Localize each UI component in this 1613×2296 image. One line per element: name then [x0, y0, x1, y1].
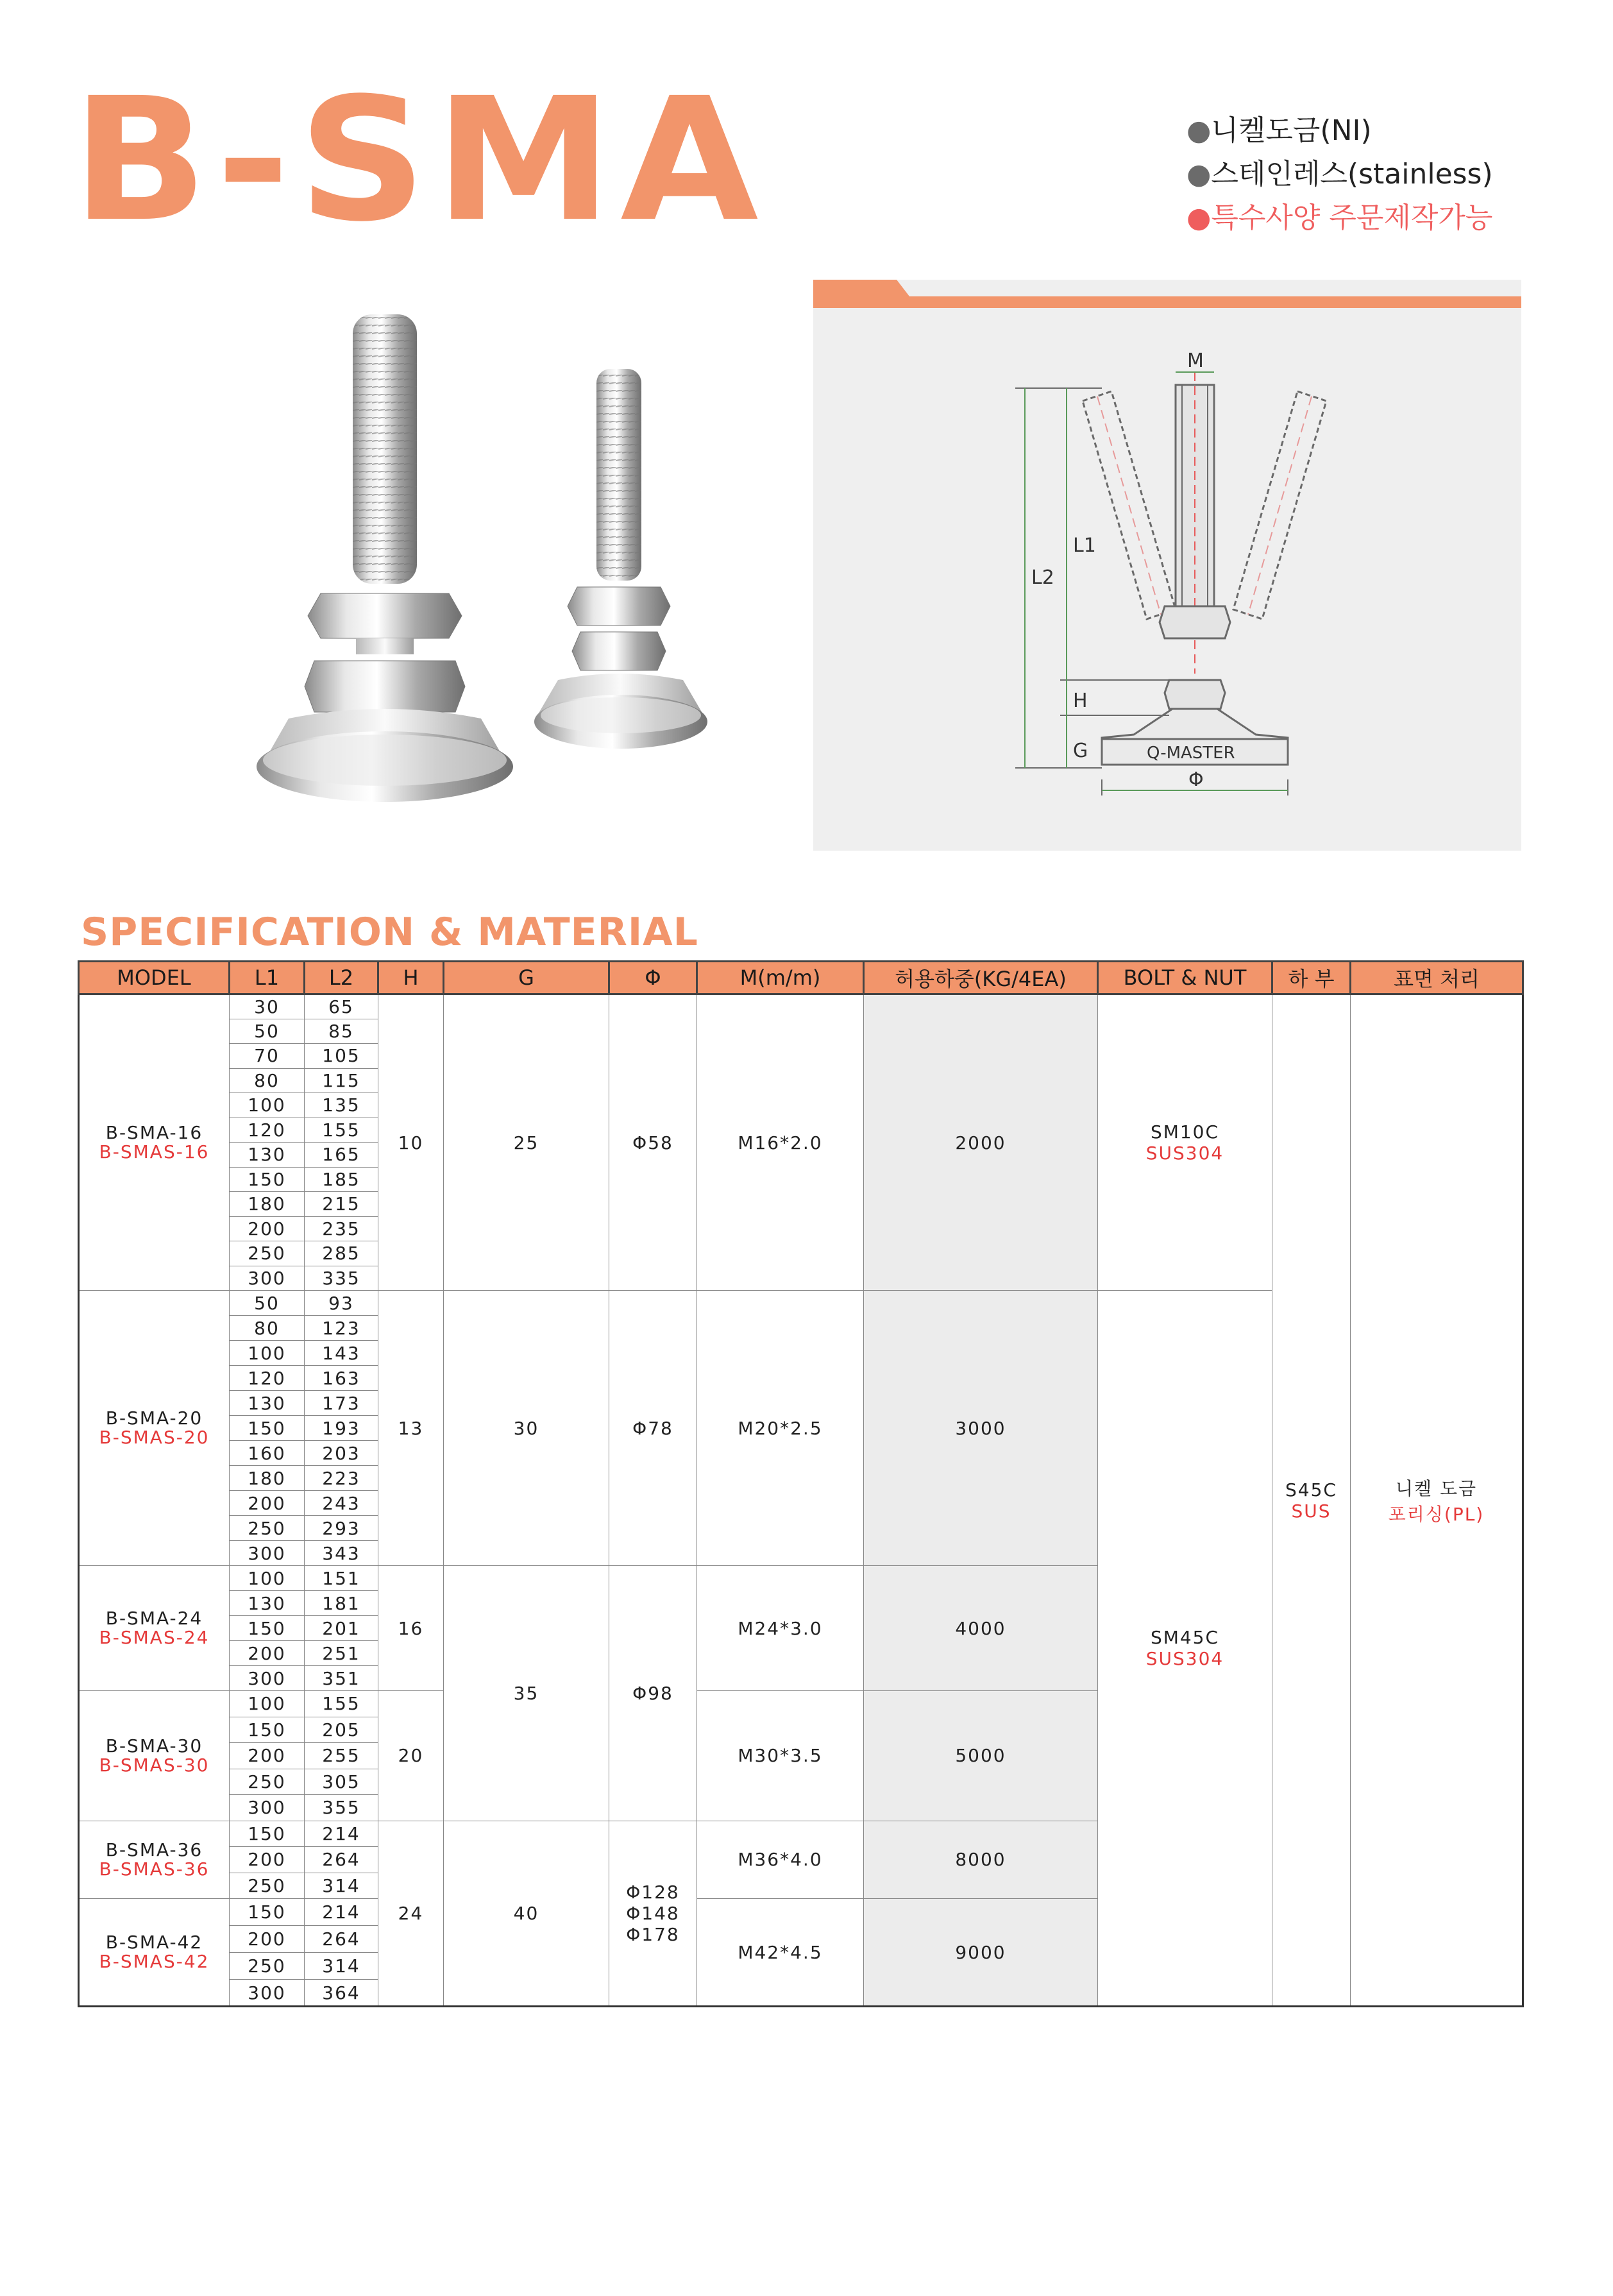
- diagram-label-m: M: [1187, 350, 1204, 372]
- l1-cell: 80: [230, 1068, 305, 1093]
- h-cell: 10: [378, 994, 444, 1291]
- base-cell-stainless: SUS: [1291, 1500, 1331, 1522]
- l2-cell: 214: [305, 1899, 378, 1926]
- header-phi: Φ: [609, 962, 697, 994]
- l2-cell: 314: [305, 1873, 378, 1899]
- l1-cell: 100: [230, 1341, 305, 1366]
- l2-cell: 293: [305, 1516, 378, 1541]
- l2-cell: 173: [305, 1391, 378, 1416]
- model-cell-primary: B-SMA-42: [105, 1932, 203, 1953]
- l2-cell: 155: [305, 1691, 378, 1717]
- l2-cell: 305: [305, 1769, 378, 1795]
- model-cell: [79, 994, 230, 1291]
- bolt-nut-cell-stainless: SUS304: [1145, 1143, 1224, 1164]
- model-cell-primary: B-SMA-16: [105, 1122, 203, 1143]
- load-cell: 9000: [864, 1899, 1098, 2007]
- bolt-nut-cell-primary: SM10C: [1150, 1121, 1220, 1143]
- page-title: B-SMA: [72, 62, 767, 259]
- load-cell: 4000: [864, 1566, 1098, 1691]
- model-cell: [79, 1291, 230, 1566]
- l2-cell: 163: [305, 1366, 378, 1391]
- l1-cell: 130: [230, 1391, 305, 1416]
- phi-option: Φ178: [626, 1923, 680, 1945]
- l2-cell: 181: [305, 1591, 378, 1616]
- l1-cell: 250: [230, 1873, 305, 1899]
- load-cell: 3000: [864, 1291, 1098, 1566]
- l2-cell: 264: [305, 1847, 378, 1873]
- h-cell: 13: [378, 1291, 444, 1566]
- l1-cell: 50: [230, 1291, 305, 1316]
- l2-cell: 85: [305, 1019, 378, 1044]
- thread-cell: M42*4.5: [697, 1899, 864, 2007]
- table-header-row: [79, 962, 1523, 994]
- l2-cell: 165: [305, 1143, 378, 1168]
- l1-cell: 200: [230, 1743, 305, 1769]
- model-cell-stainless: B-SMAS-42: [99, 1951, 210, 1972]
- l1-cell: 120: [230, 1118, 305, 1143]
- header-base: 하 부: [1272, 962, 1351, 994]
- l2-cell: 135: [305, 1093, 378, 1118]
- l2-cell: 93: [305, 1291, 378, 1316]
- dimension-diagram: [813, 308, 1521, 851]
- header-bolt-nut: BOLT & NUT: [1098, 962, 1272, 994]
- l2-cell: 364: [305, 1980, 378, 2007]
- l2-cell: 235: [305, 1216, 378, 1241]
- l1-cell: 150: [230, 1717, 305, 1743]
- l1-cell: 250: [230, 1769, 305, 1795]
- g-cell: 30: [444, 1291, 609, 1566]
- bolt-nut-cell-stainless: SUS304: [1145, 1648, 1224, 1669]
- l2-cell: 243: [305, 1491, 378, 1516]
- h-cell: 24: [378, 1821, 444, 2007]
- model-cell-stainless: B-SMAS-16: [99, 1141, 210, 1162]
- l1-cell: 300: [230, 1266, 305, 1291]
- model-cell-stainless: B-SMAS-20: [99, 1427, 210, 1448]
- surface-cell-stainless: 포리싱(PL): [1388, 1503, 1485, 1525]
- l1-cell: 150: [230, 1821, 305, 1847]
- l1-cell: 50: [230, 1019, 305, 1044]
- model-cell: [79, 1899, 230, 2007]
- l2-cell: 143: [305, 1341, 378, 1366]
- finish-legend: [1187, 109, 1493, 240]
- l1-cell: 300: [230, 1541, 305, 1566]
- bolt-nut-cell: [1098, 994, 1272, 1291]
- phi-cell: Φ78: [609, 1291, 697, 1566]
- thread-cell: M20*2.5: [697, 1291, 864, 1566]
- l1-cell: 30: [230, 994, 305, 1019]
- header-load: 허용하중(KG/4EA): [864, 962, 1098, 994]
- model-cell-stainless: B-SMAS-24: [99, 1627, 210, 1648]
- l2-cell: 205: [305, 1717, 378, 1743]
- l1-cell: 180: [230, 1466, 305, 1491]
- l1-cell: 300: [230, 1666, 305, 1691]
- header-l2: L2: [305, 962, 378, 994]
- l2-cell: 123: [305, 1316, 378, 1341]
- l1-cell: 180: [230, 1192, 305, 1217]
- model-cell-primary: B-SMA-24: [105, 1608, 203, 1629]
- l2-cell: 155: [305, 1118, 378, 1143]
- header-surface: 표면 처리: [1351, 962, 1523, 994]
- base-cell: [1272, 994, 1351, 2007]
- l1-cell: 150: [230, 1899, 305, 1926]
- l2-cell: 105: [305, 1044, 378, 1069]
- thread-cell: M24*3.0: [697, 1566, 864, 1691]
- h-cell: 20: [378, 1691, 444, 1821]
- l1-cell: 160: [230, 1441, 305, 1466]
- phi-option: Φ148: [626, 1902, 680, 1924]
- load-cell: 5000: [864, 1691, 1098, 1821]
- l2-cell: 203: [305, 1441, 378, 1466]
- l1-cell: 100: [230, 1691, 305, 1717]
- model-cell-primary: B-SMA-36: [105, 1839, 203, 1860]
- header-g: G: [444, 962, 609, 994]
- load-cell: 8000: [864, 1821, 1098, 1899]
- l2-cell: 115: [305, 1068, 378, 1093]
- l2-cell: 351: [305, 1666, 378, 1691]
- l2-cell: 355: [305, 1795, 378, 1821]
- model-cell: [79, 1821, 230, 1899]
- l1-cell: 70: [230, 1044, 305, 1069]
- l1-cell: 120: [230, 1366, 305, 1391]
- bolt-nut-cell-primary: SM45C: [1150, 1627, 1220, 1648]
- surface-cell: [1351, 994, 1523, 2007]
- model-cell-stainless: B-SMAS-36: [99, 1858, 210, 1880]
- l2-cell: 314: [305, 1953, 378, 1980]
- l1-cell: 300: [230, 1980, 305, 2007]
- phi-option: Φ128: [626, 1881, 680, 1903]
- model-cell: [79, 1691, 230, 1821]
- header-model: MODEL: [79, 962, 230, 994]
- l1-cell: 100: [230, 1566, 305, 1591]
- l1-cell: 250: [230, 1953, 305, 1980]
- h-cell: 16: [378, 1566, 444, 1691]
- legend-item-custom: ●특수사양 주문제작가능: [1187, 201, 1493, 234]
- l1-cell: 130: [230, 1143, 305, 1168]
- l2-cell: 251: [305, 1641, 378, 1666]
- g-cell: 40: [444, 1821, 609, 2007]
- g-cell: 35: [444, 1566, 609, 1821]
- l1-cell: 80: [230, 1316, 305, 1341]
- base-cell-primary: S45C: [1285, 1479, 1337, 1501]
- l2-cell: 343: [305, 1541, 378, 1566]
- l1-cell: 250: [230, 1241, 305, 1266]
- diagram-label-l1: L1: [1073, 534, 1096, 557]
- phi-cell: Φ58: [609, 994, 697, 1291]
- l1-cell: 100: [230, 1093, 305, 1118]
- legend-item-nickel: ●니켈도금(NI): [1187, 114, 1372, 147]
- spec-table: [78, 960, 1524, 2007]
- phi-cell: [609, 1821, 697, 2007]
- table-row: [79, 994, 1523, 1019]
- l1-cell: 150: [230, 1616, 305, 1641]
- diagram-label-h: H: [1073, 690, 1088, 712]
- l1-cell: 200: [230, 1641, 305, 1666]
- diagram-header-tab: [813, 280, 1521, 308]
- model-cell-primary: B-SMA-30: [105, 1735, 203, 1756]
- product-photo-large: [244, 302, 519, 815]
- diagram-label-g: G: [1073, 740, 1088, 762]
- l1-cell: 200: [230, 1491, 305, 1516]
- product-photo-small: [526, 359, 718, 757]
- l2-cell: 193: [305, 1416, 378, 1441]
- l1-cell: 200: [230, 1847, 305, 1873]
- l1-cell: 150: [230, 1167, 305, 1192]
- l2-cell: 223: [305, 1466, 378, 1491]
- model-cell-primary: B-SMA-20: [105, 1407, 203, 1429]
- l2-cell: 285: [305, 1241, 378, 1266]
- l2-cell: 335: [305, 1266, 378, 1291]
- l1-cell: 130: [230, 1591, 305, 1616]
- model-cell-stainless: B-SMAS-30: [99, 1754, 210, 1776]
- l1-cell: 200: [230, 1216, 305, 1241]
- diagram-label-l2: L2: [1031, 566, 1054, 589]
- l2-cell: 65: [305, 994, 378, 1019]
- header-l1: L1: [230, 962, 305, 994]
- l1-cell: 300: [230, 1795, 305, 1821]
- thread-cell: M16*2.0: [697, 994, 864, 1291]
- l2-cell: 201: [305, 1616, 378, 1641]
- l2-cell: 255: [305, 1743, 378, 1769]
- header-h: H: [378, 962, 444, 994]
- diagram-label-phi: Φ: [1188, 769, 1204, 791]
- load-cell: 2000: [864, 994, 1098, 1291]
- l1-cell: 200: [230, 1926, 305, 1953]
- bolt-nut-cell: [1098, 1291, 1272, 2007]
- l2-cell: 185: [305, 1167, 378, 1192]
- l2-cell: 214: [305, 1821, 378, 1847]
- thread-cell: M30*3.5: [697, 1691, 864, 1821]
- l1-cell: 150: [230, 1416, 305, 1441]
- section-title: SPECIFICATION & MATERIAL: [81, 910, 698, 955]
- thread-cell: M36*4.0: [697, 1821, 864, 1899]
- legend-item-stainless: ●스테인레스(stainless): [1187, 158, 1493, 191]
- g-cell: 25: [444, 994, 609, 1291]
- l2-cell: 215: [305, 1192, 378, 1217]
- diagram-brand-label: Q-MASTER: [1147, 744, 1235, 763]
- l1-cell: 250: [230, 1516, 305, 1541]
- l2-cell: 264: [305, 1926, 378, 1953]
- model-cell: [79, 1566, 230, 1691]
- phi-cell: Φ98: [609, 1566, 697, 1821]
- surface-cell-primary: 니켈 도금: [1395, 1477, 1478, 1499]
- l2-cell: 151: [305, 1566, 378, 1591]
- header-m: M(m/m): [697, 962, 864, 994]
